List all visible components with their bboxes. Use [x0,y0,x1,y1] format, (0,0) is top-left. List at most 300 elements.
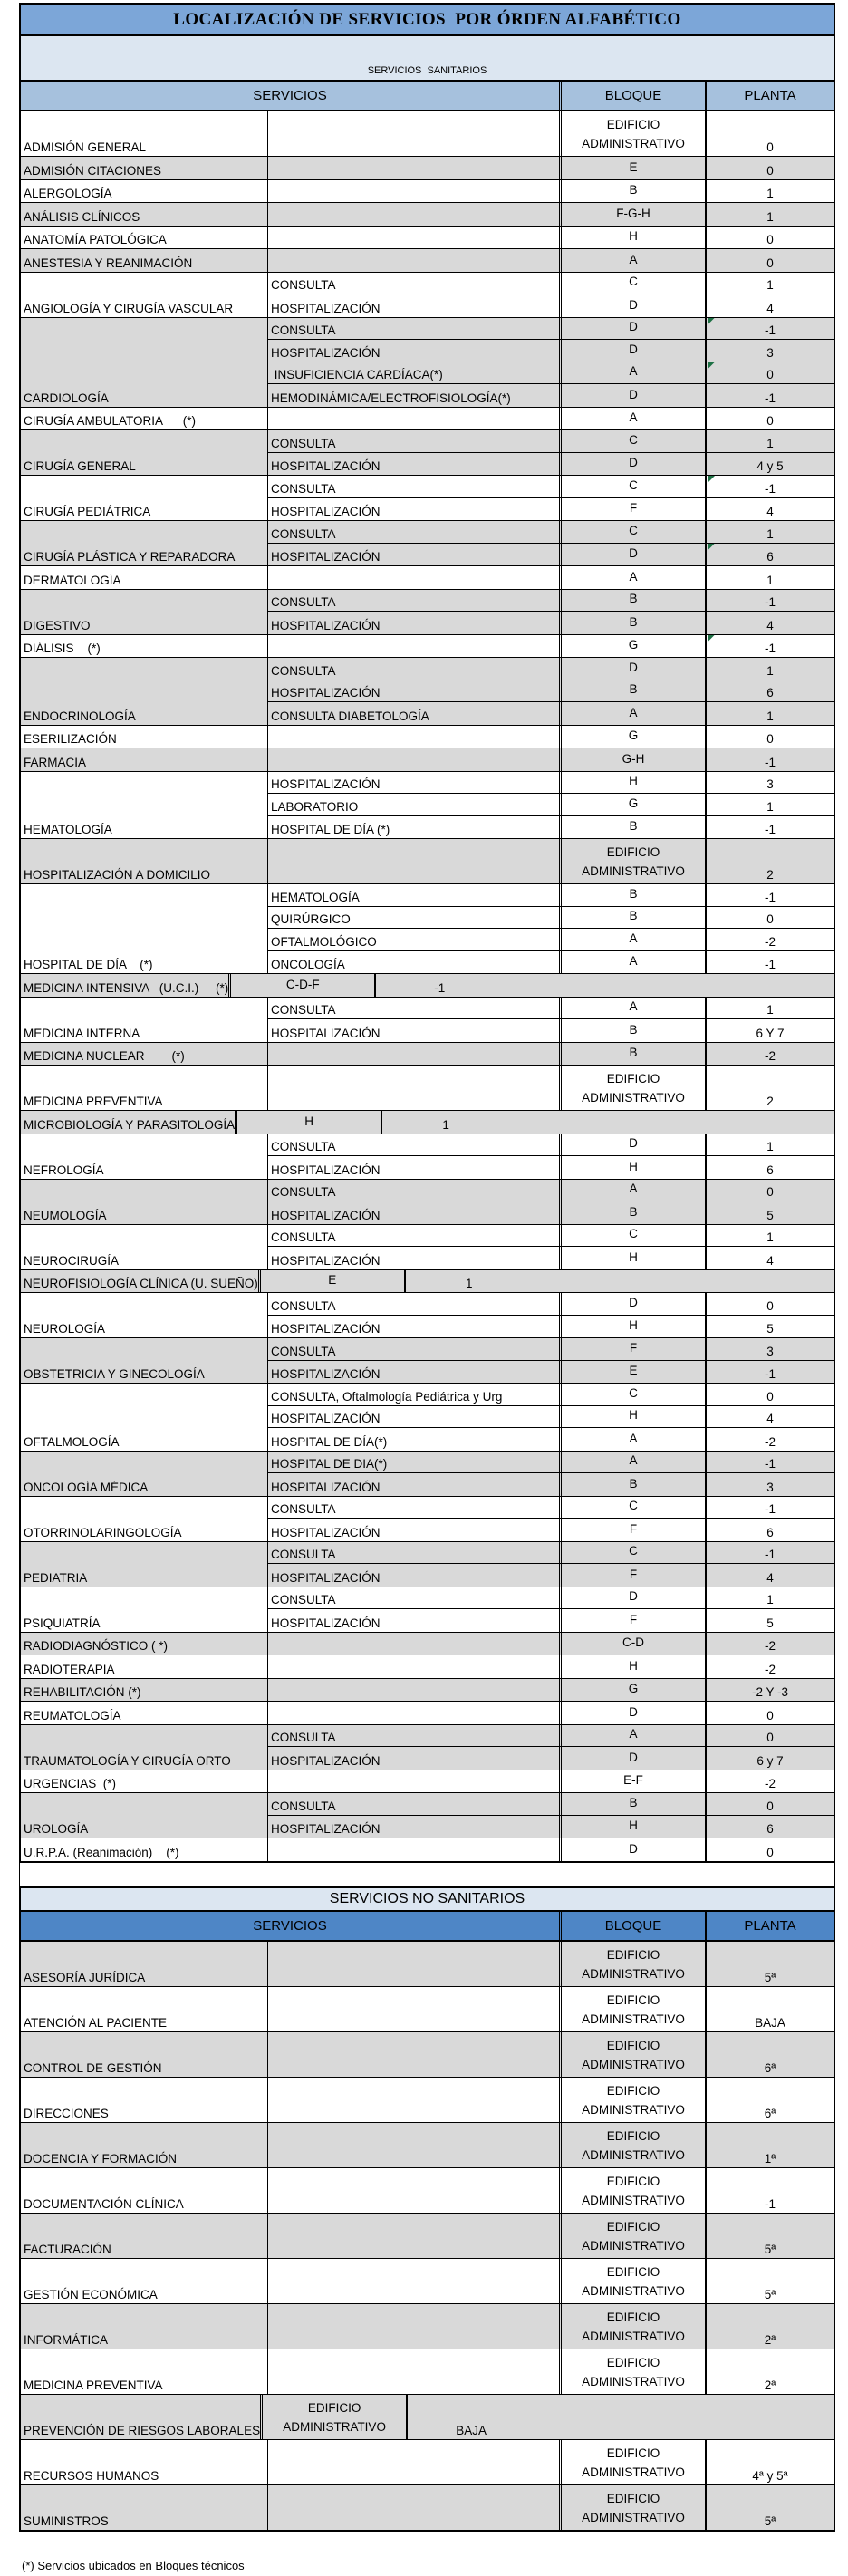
sub-service: HOSPITALIZACIÓN [271,1480,381,1494]
bloque-value: C-D [559,1633,707,1655]
service-name: PEDIATRIA [21,1542,268,1587]
table-row [268,340,834,362]
planta-value: 1 [766,573,774,587]
planta-value: 0 [766,1298,774,1313]
service-name: DIRECCIONES [21,2078,268,2122]
service-name: DIGESTIVO [21,590,268,634]
planta-value: -1 [707,635,834,658]
service-group [21,1043,834,1066]
sub-service [268,1838,559,1861]
service-name: SUMINISTROS [21,2485,268,2530]
planta-value: 3 [766,345,774,360]
bloque-value: A [559,1725,707,1747]
service-group [21,658,834,726]
sub-service [268,566,559,589]
table-row [268,2123,834,2167]
table-row [268,1497,834,1520]
column-header-servicios: SERVICIOS [253,1917,327,1934]
service-detail-rows [268,1987,834,2031]
planta-value: 0 [707,362,834,384]
table-row [268,1043,834,1066]
bloque-value: F [559,1338,707,1360]
bloque-value: D [559,1747,707,1770]
service-group [21,884,834,974]
table-row [268,318,834,341]
service-group [21,2032,834,2078]
table-row [268,1473,834,1496]
sub-service: ONCOLOGÍA [271,958,345,971]
service-group [21,2123,834,2168]
sub-service: HOSPITALIZACIÓN [271,550,381,564]
sub-service [268,1942,559,1986]
service-detail-rows [268,2168,834,2213]
sub-service [268,2214,559,2258]
bloque-value: D [559,318,707,340]
service-name: OBSTETRICIA Y GINECOLOGÍA [21,1338,268,1383]
table-row [21,974,503,997]
service-group [21,273,834,318]
bloque-value: EDIFICIO ADMINISTRATIVO [559,2259,707,2303]
bloque-value: D [559,1293,707,1315]
planta-value: 6ª [764,2060,776,2075]
service-detail-rows [268,1838,834,1861]
service-name: NEFROLOGÍA [21,1134,268,1179]
table-row [268,839,834,883]
table-row [268,1201,834,1224]
service-group [21,2078,834,2123]
service-name: GESTIÓN ECONÓMICA [21,2259,268,2303]
table-row [268,157,834,179]
bloque-value: EDIFICIO ADMINISTRATIVO [559,2214,707,2258]
planta-value: -1 [764,1457,776,1471]
planta-value: -1 [764,391,776,405]
bloque-value: F [559,1609,707,1632]
table-row [268,273,834,295]
planta-value: -1 [764,890,776,904]
sub-service: HOSPITALIZACIÓN [271,301,381,315]
table-row [268,702,834,725]
service-name: RADIOTERAPIA [21,1655,268,1678]
comment-marker-icon [708,635,715,642]
planta-value: 0 [766,1185,774,1199]
service-detail-rows [268,726,834,748]
sub-service: CONSULTA, Oftalmología Pediátrica y Urg [271,1389,503,1404]
planta-value: 5ª [764,2287,776,2301]
table-row [268,907,834,930]
service-detail-rows [268,998,834,1042]
table-row [268,1942,834,1986]
service-detail-rows [268,1066,834,1110]
service-detail-rows [268,1770,834,1793]
sub-service [268,1043,559,1066]
bloque-value: E [559,157,707,179]
bloque-value: F [559,498,707,521]
planta-value: 0 [766,912,774,926]
service-detail-rows [268,318,834,407]
service-name: ASESORÍA JURÍDICA [21,1942,268,1986]
table-row [268,1066,834,1110]
service-name: NEUMOLOGÍA [21,1180,268,1224]
bloque-value: A [559,1180,707,1201]
service-name: CONTROL DE GESTIÓN [21,2032,268,2077]
service-name: OTORRINOLARINGOLOGÍA [21,1497,268,1541]
bloque-value: G-H [559,748,707,771]
table-row [268,2032,834,2077]
bloque-value: EDIFICIO ADMINISTRATIVO [559,839,707,883]
service-detail-rows [268,2078,834,2122]
bloque-value: D [559,384,707,407]
service-detail-rows [268,1225,834,1269]
sub-service [268,2123,559,2167]
bloque-value: EDIFICIO ADMINISTRATIVO [260,2395,408,2439]
service-group [21,249,834,273]
service-name: RECURSOS HUMANOS [21,2440,268,2484]
planta-value: 0 [766,163,774,178]
bloque-value: EDIFICIO ADMINISTRATIVO [559,111,707,156]
service-name: ANGIOLOGÍA Y CIRUGÍA VASCULAR [21,273,268,317]
no-sanitarios-rows [21,1942,834,2530]
table-row [268,294,834,317]
service-detail-rows [268,430,834,475]
sub-service: HEMODINÁMICA/ELECTROFISIOLOGÍA(*) [271,391,511,405]
service-group [21,180,834,204]
table-row [268,384,834,407]
sub-service [268,2032,559,2077]
planta-value: 1 [766,1593,774,1606]
sub-service: CONSULTA [271,481,336,496]
planta-value: 0 [766,1799,774,1813]
table-row [268,111,834,156]
no-sanitarios-table [19,1886,835,2532]
sub-service: CONSULTA DIABETOLOGÍA [271,709,429,723]
table-row [268,726,834,748]
service-group [21,2168,834,2214]
service-group [21,1633,834,1656]
service-detail-rows [268,476,834,520]
table-row [268,430,834,453]
planta-value: -1 [764,2196,776,2211]
bloque-value: G [559,1679,707,1702]
service-detail-rows [268,1702,834,1724]
service-group [21,2440,834,2485]
bloque-value: E [258,1270,406,1293]
service-name: ANESTESIA Y REANIMACIÓN [21,249,268,272]
planta-value: -1 [764,595,776,609]
bloque-value: D [559,1702,707,1724]
table-row [268,2214,834,2258]
table-row [268,408,834,430]
planta-value: 1 [766,799,774,814]
page-title: LOCALIZACIÓN DE SERVICIOS POR ÓRDEN ALFABÉTICO [21,5,834,36]
bloque-value: EDIFICIO ADMINISTRATIVO [559,2349,707,2394]
table-row [268,1134,834,1157]
bloque-value: D [559,1587,707,1609]
planta-value: 4 y 5 [756,459,784,473]
service-group [21,772,834,840]
service-group [21,1655,834,1679]
planta-value: 0 [766,140,774,154]
table-row [268,635,834,658]
bloque-value: A [559,1428,707,1451]
table-row [268,1406,834,1429]
sub-service: HOSPITALIZACIÓN [271,1753,381,1768]
planta-value: 0 [766,1708,774,1722]
sub-service: HOSPITALIZACIÓN [271,686,381,699]
service-detail-rows [268,521,834,565]
planta-value: 0 [766,1731,774,1744]
sub-service: HOSPITALIZACIÓN [271,1253,381,1268]
sub-service: HOSPITAL DE DIA(*) [271,1457,388,1471]
bloque-value: C [559,430,707,452]
planta-value: -2 [764,1777,776,1790]
bloque-value: H [559,1247,707,1269]
bloque-value: B [559,612,707,634]
column-headers-sanitarios [21,82,834,111]
service-name: CIRUGÍA PLÁSTICA Y REPARADORA [21,521,268,565]
service-detail-rows [268,180,834,203]
table-row [268,180,834,203]
table-row [268,1816,834,1838]
table-row [268,1702,834,1724]
service-group [21,1702,834,1725]
service-detail-rows [268,748,834,771]
service-name: HOSPITAL DE DÍA (*) [21,884,268,973]
service-detail-rows [268,1725,834,1770]
sub-service: HOSPITALIZACIÓN [271,1570,381,1585]
table-row [268,249,834,272]
service-detail-rows [268,839,834,883]
bloque-value: A [559,998,707,1019]
column-header-planta: PLANTA [744,88,796,103]
service-detail-rows [268,635,834,658]
service-detail-rows [268,1338,834,1383]
planta-value: 1ª [764,2151,776,2166]
service-name: NEUROFISIOLOGÍA CLÍNICA (U. SUEÑO) [24,1277,258,1290]
column-header-bloque: BLOQUE [559,1912,707,1940]
table-row [268,1361,834,1384]
planta-value: -1 [707,318,834,340]
table-row [268,1747,834,1770]
bloque-value: B [559,590,707,612]
table-row [268,998,834,1020]
planta-value: 1 [766,1230,774,1244]
service-group [21,521,834,566]
planta-value: -1 [434,980,446,995]
planta-value: 4 [766,505,774,518]
bloque-value: F [559,1564,707,1587]
table-row [268,748,834,771]
sub-service [268,748,559,771]
sub-service: CONSULTA [271,595,336,609]
table-row [268,2078,834,2122]
planta-value: 0 [766,414,774,428]
planta-value: 6 Y 7 [756,1026,785,1040]
service-detail-rows [268,1497,834,1541]
comment-marker-icon [708,476,715,483]
sub-service [268,2304,559,2349]
bloque-value: EDIFICIO ADMINISTRATIVO [559,2123,707,2167]
table-row [268,203,834,226]
bloque-value: C [559,1384,707,1405]
service-group [21,1587,834,1633]
sub-service: HOSPITALIZACIÓN [271,1412,381,1425]
planta-value: 6 [766,1525,774,1539]
sub-service [268,1770,559,1793]
table-row [268,680,834,703]
bloque-value: B [559,907,707,929]
service-group [21,1066,834,1111]
sub-service: HOSPITALIZACIÓN [271,1026,381,1040]
service-name: HOSPITALIZACIÓN A DOMICILIO [21,839,268,883]
service-name: DIÁLISIS (*) [21,635,268,658]
sub-service [268,249,559,272]
service-name: DERMATOLOGÍA [21,566,268,589]
service-group [21,1497,834,1542]
table-row [268,884,834,907]
service-group [21,1384,834,1452]
service-group [21,318,834,408]
sub-service [268,1066,559,1110]
bloque-value: EDIFICIO ADMINISTRATIVO [559,2304,707,2349]
planta-value: 1 [766,663,774,678]
service-group [21,1942,834,1987]
service-name: U.R.P.A. (Reanimación) (*) [21,1838,268,1861]
service-group [21,1134,834,1180]
sub-service: CONSULTA [271,1502,336,1516]
bloque-value: D [559,658,707,680]
table-row [268,1770,834,1793]
sub-service: INSUFICIENCIA CARDÍACA(*) [271,368,443,381]
comment-marker-icon [708,362,715,370]
service-name: ESERILIZACIÓN [21,726,268,748]
planta-value: -2 [764,1049,776,1063]
service-name: NEUROCIRUGÍA [21,1225,268,1269]
bloque-value: A [559,249,707,272]
bloque-value: B [559,884,707,906]
sub-service: HOSPITALIZACIÓN [271,1322,381,1336]
service-name: MEDICINA NUCLEAR (*) [21,1043,268,1066]
service-group [21,2304,834,2349]
bloque-value: G [559,635,707,658]
planta-value: 5 [766,1208,774,1222]
service-group [21,203,834,227]
planta-value: 6 [707,544,834,566]
table-row [268,612,834,634]
service-group [21,1225,834,1270]
bloque-value: A [559,929,707,950]
table-row [21,2395,535,2439]
service-detail-rows [268,2214,834,2258]
service-detail-rows [268,2485,834,2530]
planta-value: 2 [766,1095,774,1108]
footnote: (*) Servicios ubicados en Bloques técnicos [22,2558,245,2572]
service-name: ADMISIÓN GENERAL [21,111,268,156]
table-row [268,521,834,544]
table-row [268,2349,834,2394]
service-detail-rows [268,1384,834,1451]
service-name: HEMATOLOGÍA [21,772,268,839]
bloque-value: D [559,544,707,566]
sub-service: HOSPITALIZACIÓN [271,777,381,791]
planta-value: 5 [766,1322,774,1336]
planta-value: 1 [766,209,774,224]
planta-value: 1 [766,278,774,292]
column-header-bloque: BLOQUE [559,82,707,110]
sub-service: CONSULTA [271,323,336,337]
service-name: NEUROLOGÍA [21,1293,268,1337]
sub-service: CONSULTA [271,1298,336,1313]
sub-service [268,2485,559,2530]
sub-service: CONSULTA [271,1230,336,1244]
service-name: DOCENCIA Y FORMACIÓN [21,2123,268,2167]
sub-service [268,408,559,430]
service-group [21,1111,834,1134]
table-row [268,2259,834,2303]
service-name: CIRUGÍA AMBULATORIA (*) [21,408,268,430]
service-group [21,1542,834,1587]
bloque-value: C [559,521,707,543]
table-row [268,1156,834,1179]
service-name: ANÁLISIS CLÍNICOS [21,203,268,226]
service-group [21,635,834,659]
bloque-value: EDIFICIO ADMINISTRATIVO [559,2168,707,2213]
bloque-value: B [559,180,707,203]
service-detail-rows [268,2349,834,2394]
sub-service [268,227,559,249]
bloque-value: H [235,1111,382,1134]
table-row [268,772,834,795]
sub-service: CONSULTA [271,1731,336,1744]
table-row [268,929,834,951]
planta-value: 6ª [764,2106,776,2120]
sub-service: HOSPITALIZACIÓN [271,1208,381,1222]
sanitarios-rows [21,111,834,1861]
planta-value: 5ª [764,2242,776,2256]
sub-service [268,2078,559,2122]
service-detail-rows [268,2259,834,2303]
service-detail-rows [268,408,834,430]
bloque-value: A [559,566,707,589]
service-name: PREVENCIÓN DE RIESGOS LABORALES [24,2423,261,2437]
bloque-value: B [559,1473,707,1496]
table-row [268,2168,834,2213]
planta-value: -1 [764,823,776,836]
service-group [21,1793,834,1838]
bloque-value: E [559,1361,707,1384]
table-row [268,227,834,249]
table-row [268,1633,834,1655]
service-group [21,111,834,157]
planta-value: 1 [766,436,774,450]
table-row [268,1542,834,1565]
bloque-value: H [559,772,707,794]
table-row [268,362,834,385]
service-group [21,1270,834,1294]
planta-value: 4 [766,1412,774,1425]
service-name: INFORMÁTICA [21,2304,268,2349]
table-row [268,1247,834,1269]
spacer-row [19,1863,835,1886]
planta-value: 6 [766,1163,774,1177]
service-detail-rows [268,2304,834,2349]
service-group [21,2259,834,2304]
sub-service [268,180,559,203]
service-group [21,408,834,431]
bloque-value: D [559,1134,707,1156]
sub-service: CONSULTA [271,1344,336,1358]
table-row [268,453,834,476]
sub-service: OFTALMOLÓGICO [271,934,377,949]
